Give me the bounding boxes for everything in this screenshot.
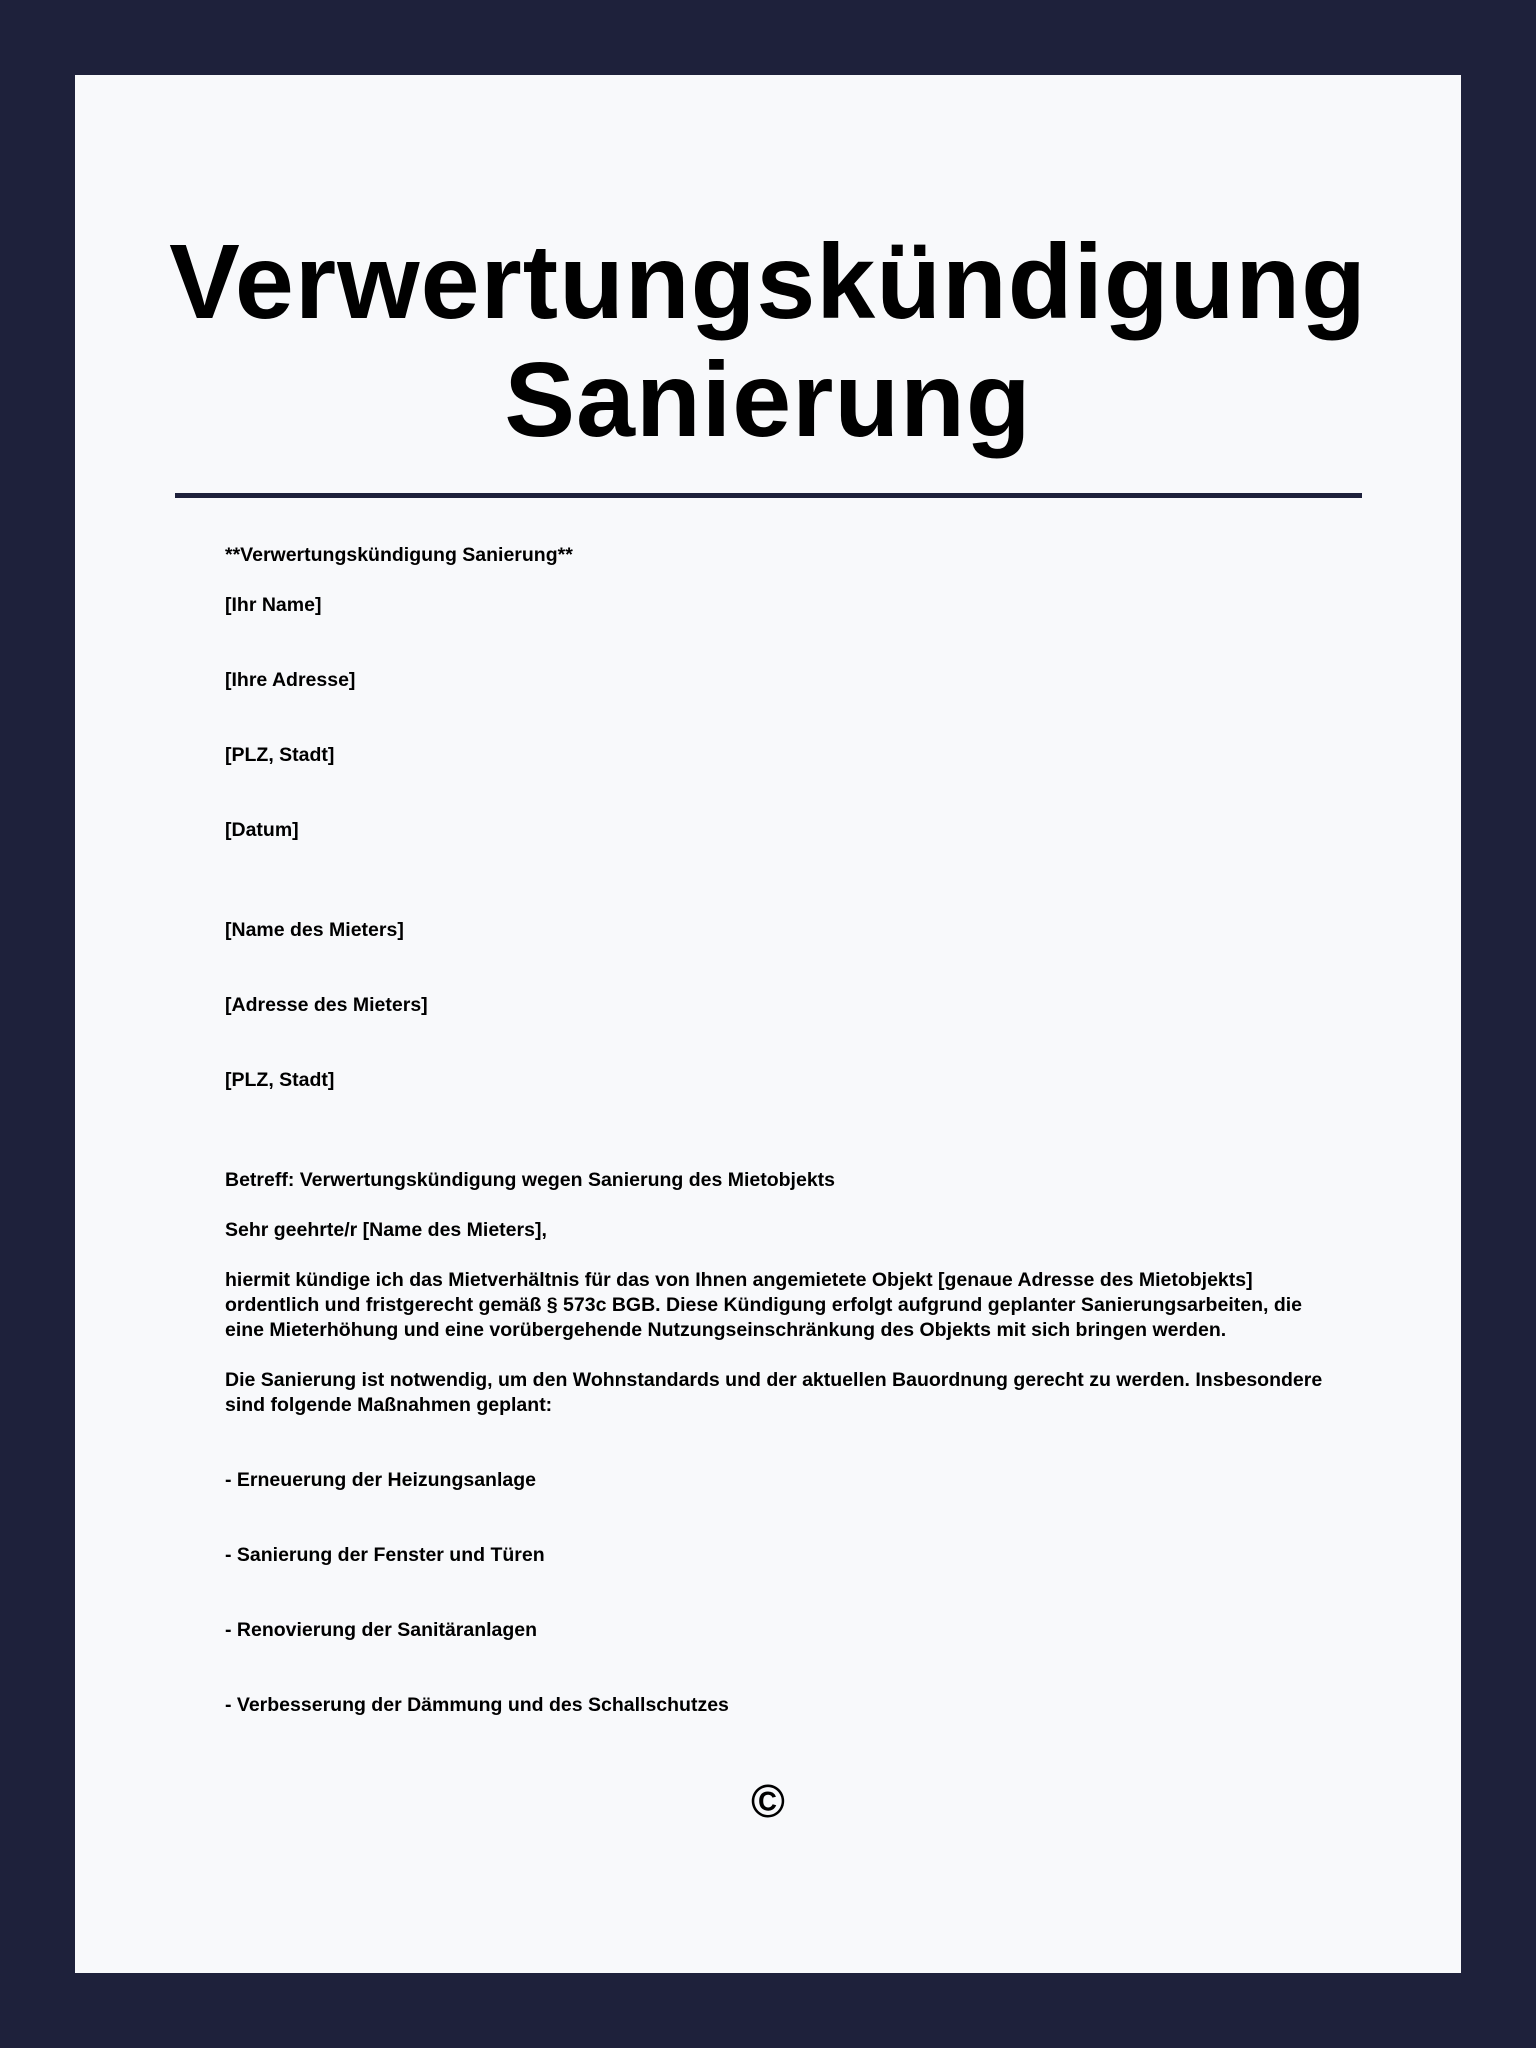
document-page — [75, 75, 1461, 1973]
header-line: **Verwertungskündigung Sanierung** — [225, 544, 573, 566]
paragraph-termination — [225, 1268, 1365, 1343]
title-divider — [175, 493, 1362, 498]
letter-body — [225, 543, 1365, 1718]
title-line-1: Verwertungskündigung — [169, 223, 1367, 341]
copyright-icon: © — [751, 1775, 785, 1827]
sender-name: [Ihr Name] — [225, 594, 322, 616]
paragraph-line: sind folgende Maßnahmen geplant: — [225, 1394, 553, 1416]
recipient-city: [PLZ, Stadt] — [225, 1069, 335, 1091]
subject-line: Betreff: Verwertungskündigung wegen Sanierung des Mietobjekts — [225, 1169, 836, 1191]
paragraph-line: ordentlich und fristgerecht gemäß § 573c BGB. Diese Kündigung erfolgt aufgrund geplanter Sanierungsarbeiten, die — [225, 1294, 1302, 1316]
recipient-address: [Adresse des Mieters] — [225, 994, 428, 1016]
paragraph-line: Die Sanierung ist notwendig, um den Wohnstandards und der aktuellen Bauordnung gerecht zu werden. Insbesondere — [225, 1369, 1323, 1391]
sender-address: [Ihre Adresse] — [225, 669, 356, 691]
paragraph-line: hiermit kündige ich das Mietverhältnis für das von Ihnen angemietete Objekt [genaue Adresse des Mietobjekts] — [225, 1269, 1253, 1291]
recipient-name: [Name des Mieters] — [225, 919, 404, 941]
measure-item: - Erneuerung der Heizungsanlage — [225, 1469, 536, 1491]
measures-list — [225, 1468, 1365, 1718]
salutation: Sehr geehrte/r [Name des Mieters], — [225, 1219, 547, 1241]
title-line-2: Sanierung — [504, 341, 1032, 459]
sender-city: [PLZ, Stadt] — [225, 744, 335, 766]
document-title — [75, 223, 1461, 459]
paragraph-line: eine Mieterhöhung und eine vorübergehende Nutzungseinschränkung des Objekts mit sich bringen werden. — [225, 1319, 1227, 1341]
letter-date: [Datum] — [225, 819, 299, 841]
measure-item: - Verbesserung der Dämmung und des Schallschutzes — [225, 1694, 729, 1716]
measure-item: - Renovierung der Sanitäranlagen — [225, 1619, 538, 1641]
paragraph-reason — [225, 1368, 1365, 1418]
measure-item: - Sanierung der Fenster und Türen — [225, 1544, 545, 1566]
